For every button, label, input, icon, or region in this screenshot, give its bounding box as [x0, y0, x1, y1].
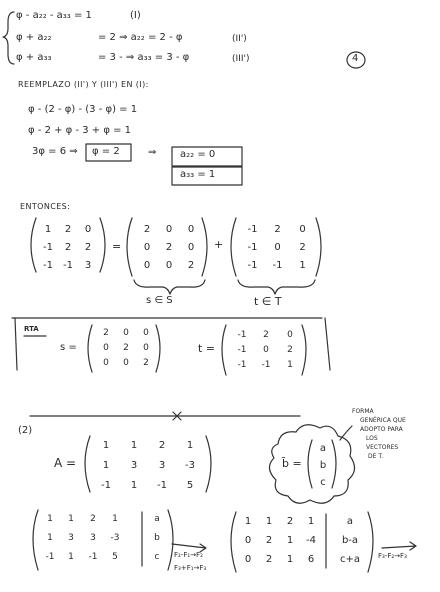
a-cell: 1 — [102, 440, 110, 451]
row-op-1a: F₂-F₁→F₂ — [174, 551, 203, 559]
a-cell: -1 — [157, 480, 167, 491]
aug2-cell: 2 — [265, 535, 273, 546]
a-cell: 1 — [130, 480, 138, 491]
m-cell: 2 — [64, 242, 72, 253]
aug2-cell: b-a — [341, 535, 359, 546]
a-cell: 2 — [158, 440, 166, 451]
eq2-tag: (II') — [232, 34, 247, 44]
replace-line: REEMPLAZO (II') Y (III') EN (I): — [18, 80, 149, 89]
cloud-note-line: LOS — [366, 435, 378, 442]
aug1-cell: a — [154, 514, 160, 524]
a-cell: 3 — [158, 460, 166, 471]
cloud-note-line: VECTORES — [366, 444, 399, 451]
rta-label: RTA — [24, 325, 39, 333]
aug1-cell: 2 — [90, 514, 96, 524]
rta-s-cell: 0 — [123, 358, 129, 368]
m-cell: 0 — [84, 224, 92, 235]
aug1-cell: 1 — [47, 514, 53, 524]
rta-t-cell: -1 — [237, 360, 247, 370]
aug1-left-paren — [33, 510, 38, 570]
step-1: φ - (2 - φ) - (3 - φ) = 1 — [28, 104, 138, 115]
aug1-cell: 5 — [112, 552, 118, 562]
s-right-paren — [202, 218, 207, 276]
s-cell: 2 — [187, 260, 195, 271]
b-left-paren — [308, 440, 312, 488]
aug2-cell: 0 — [244, 554, 252, 565]
rta-s-cell: 0 — [123, 328, 129, 338]
a-left-paren — [85, 436, 90, 492]
aug1-cell: c — [154, 552, 160, 562]
eq3-tag: (III') — [232, 54, 250, 64]
a-cell: 1 — [186, 440, 194, 451]
a-cell: -3 — [185, 460, 195, 471]
a33-value: a₃₃ = 1 — [180, 169, 216, 180]
rta-t-matrix — [230, 330, 302, 370]
t-cell: 2 — [299, 242, 306, 253]
eq3-left: φ + a₃₃ — [16, 52, 52, 63]
rta-s-cell: 2 — [123, 343, 129, 353]
plus-sign: + — [214, 238, 224, 251]
part-2-label: (2) — [18, 425, 33, 436]
aug2-cell: -4 — [306, 535, 316, 546]
rta-frame-left — [15, 318, 17, 370]
s-cell: 0 — [187, 224, 195, 235]
b-right-paren — [332, 440, 336, 488]
aug2-right-paren — [368, 512, 373, 572]
m-right-paren — [100, 218, 105, 272]
a22-value: a₂₂ = 0 — [180, 149, 216, 160]
b-cell: c — [320, 477, 326, 488]
aug2-cell: 0 — [244, 535, 252, 546]
s-underbrace — [134, 280, 205, 294]
aug1-cell: -1 — [88, 552, 98, 562]
cloud-note-line: GENÉRICA QUE — [360, 417, 406, 424]
s-cell: 2 — [143, 224, 151, 235]
rta-s-left-paren — [88, 325, 92, 372]
aug2-left-paren — [231, 512, 236, 572]
aug1-cell: 1 — [112, 514, 118, 524]
m-cell: -1 — [43, 260, 53, 271]
matrix-m — [38, 224, 98, 271]
t-cell: 2 — [274, 224, 281, 235]
s-cell: 0 — [165, 224, 173, 235]
b-vector-name: b̄ = — [282, 457, 302, 470]
s-left-paren — [127, 218, 132, 276]
step-3: 3φ = 6 ⇒ — [32, 146, 78, 157]
rta-t-cell: 0 — [263, 345, 269, 355]
rta-t-cell: 0 — [287, 330, 293, 340]
aug2-cell: 1 — [307, 516, 315, 527]
b-vector — [314, 443, 332, 488]
aug1-cell: 1 — [47, 533, 53, 543]
aug2-cell: a — [346, 516, 354, 527]
t-right-paren — [316, 218, 321, 276]
t-cell: 0 — [299, 224, 306, 235]
cloud-note-line: DE T. — [368, 453, 384, 460]
eq1: φ - a₂₂ - a₃₃ = 1 — [16, 10, 92, 21]
augmented-matrix-2 — [238, 516, 368, 565]
aug2-cell: c+a — [339, 554, 360, 565]
aug1-right-paren — [168, 510, 173, 570]
cloud-note-line: ADOPTO PARA — [360, 426, 403, 433]
equals-sign: = — [112, 240, 122, 253]
aug1-cell: 1 — [68, 552, 74, 562]
a-cell: 5 — [186, 480, 194, 491]
aug1-cell: 3 — [90, 533, 96, 543]
aug1-cell: -3 — [110, 533, 120, 543]
rta-s-name: s = — [60, 342, 77, 353]
entonces-label: ENTONCES: — [20, 202, 71, 211]
aug1-cell: -1 — [45, 552, 55, 562]
m-cell: -1 — [43, 242, 53, 253]
a-name: A = — [54, 456, 77, 470]
step-2: φ - 2 + φ - 3 + φ = 1 — [28, 125, 132, 136]
t-left-paren — [231, 218, 236, 276]
aug2-cell: 2 — [265, 554, 273, 565]
augmented-matrix-1 — [40, 514, 168, 562]
rta-t-left-paren — [222, 325, 226, 375]
phi-result: φ = 2 — [92, 146, 120, 157]
m-cell: 1 — [44, 224, 52, 235]
system-brace — [3, 12, 14, 64]
rta-t-cell: 2 — [287, 345, 293, 355]
eq1-tag: (I) — [130, 10, 141, 21]
aug2-cell: 2 — [286, 516, 294, 527]
t-cell: -1 — [247, 242, 258, 253]
m-cell: 2 — [84, 242, 92, 253]
matrix-s — [136, 224, 202, 271]
cloud-note-line: FORMA — [352, 408, 374, 415]
s-in-S-label: s ∈ S — [146, 295, 173, 306]
t-underbrace — [238, 280, 315, 294]
aug2-cell: 1 — [286, 535, 294, 546]
rta-s-right-paren — [156, 325, 160, 372]
aug2-cell: 1 — [286, 554, 294, 565]
note-pointer — [340, 426, 352, 440]
aug1-cell: b — [154, 533, 160, 543]
rta-s-cell: 0 — [143, 328, 149, 338]
m-left-paren — [31, 218, 36, 272]
t-cell: 0 — [274, 242, 281, 253]
rta-s-cell: 2 — [103, 328, 109, 338]
m-cell: 3 — [84, 260, 92, 271]
s-cell: 2 — [165, 242, 173, 253]
t-cell: -1 — [247, 260, 258, 271]
a-cell: 3 — [130, 460, 138, 471]
implies-arrow: ⇒ — [148, 147, 157, 158]
s-cell: 0 — [187, 242, 195, 253]
matrix-a — [92, 440, 204, 491]
a-cell: -1 — [101, 480, 111, 491]
matrix-t — [240, 224, 315, 271]
a-cell: 1 — [130, 440, 138, 451]
rta-t-cell: -1 — [237, 330, 247, 340]
rta-s-cell: 0 — [143, 343, 149, 353]
aug1-cell: 1 — [68, 514, 74, 524]
aug2-cell: 6 — [307, 554, 315, 565]
t-cell: -1 — [247, 224, 258, 235]
aug2-cell: 1 — [265, 516, 273, 527]
rta-t-name: t = — [198, 342, 216, 355]
eq2-mid: = 2 ⇒ a₂₂ = 2 - φ — [98, 32, 183, 43]
rta-t-cell: 2 — [263, 330, 269, 340]
eq3-mid: = 3 - ⇒ a₃₃ = 3 - φ — [98, 52, 190, 63]
b-cell: b — [319, 460, 327, 471]
rta-t-cell: 1 — [287, 360, 293, 370]
rta-t-right-paren — [302, 325, 306, 375]
rta-s-cell: 0 — [103, 343, 109, 353]
aug1-cell: 3 — [68, 533, 74, 543]
row-op-arrow-2 — [382, 542, 416, 550]
s-cell: 0 — [165, 260, 173, 271]
rta-frame-right — [325, 318, 330, 370]
row-op-1b: F₃+F₁→F₃ — [174, 564, 207, 572]
aug2-cell: 1 — [244, 516, 252, 527]
s-cell: 0 — [143, 242, 151, 253]
rta-s-matrix — [96, 328, 156, 368]
t-in-T-label: t ∈ T — [254, 295, 282, 308]
row-op-2: F₃-F₂→F₃ — [378, 552, 407, 560]
t-cell: 1 — [299, 260, 306, 271]
m-cell: 2 — [64, 224, 72, 235]
b-cell: a — [319, 443, 327, 454]
problem-number: 4 — [352, 53, 359, 64]
t-cell: -1 — [272, 260, 283, 271]
eq2-left: φ + a₂₂ — [16, 32, 52, 43]
rta-t-cell: -1 — [237, 345, 247, 355]
s-cell: 0 — [143, 260, 151, 271]
rta-t-cell: -1 — [261, 360, 271, 370]
a-right-paren — [206, 436, 211, 492]
m-cell: -1 — [63, 260, 73, 271]
a-cell: 1 — [102, 460, 110, 471]
rta-s-cell: 2 — [143, 358, 149, 368]
rta-s-cell: 0 — [103, 358, 109, 368]
